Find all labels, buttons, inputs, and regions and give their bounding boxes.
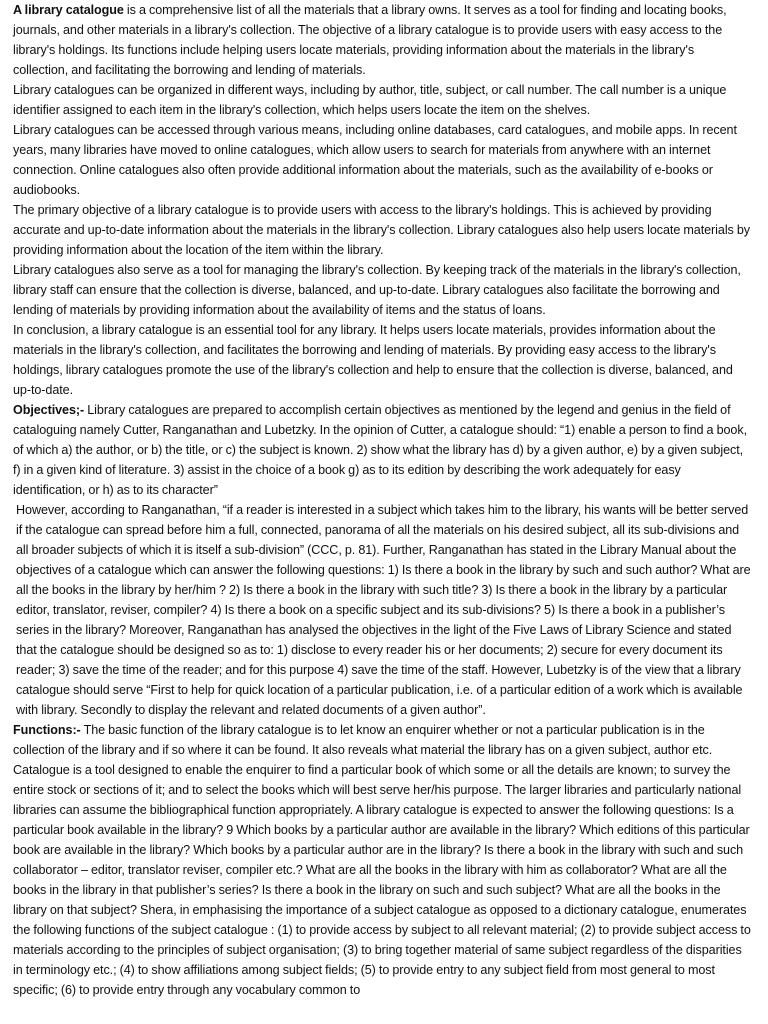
paragraph-access xyxy=(13,120,751,200)
paragraph-text: Library catalogues also serve as a tool for managing the library's collection. By keeping track of the materials in the library's collection, library staff can ensure that the collection is diverse, balanced, and up-to-date. Library catalogues also facilitate the borrowing and lending of materials by providing information about the availability of items and the status of loans. xyxy=(13,263,741,317)
paragraph-definition xyxy=(13,0,751,80)
paragraph-functions xyxy=(13,720,751,1000)
paragraph-text: The basic function of the library catalogue is to let know an enquirer whether or not a particular publication is in the collection of the library and if so where it can be found. It also reveals what material the library has on a given subject, author etc. Catalogue is a tool designed to enable the enquirer to find a particular book of which some or all the details are known; to survey the entire stock or sections of it; and to select the books which will best serve her/his purpose. The larger libraries and particularly national libraries can assume the bibliographical function appropriately. A library catalogue is expected to answer the following questions: Is a particular book available in the library? 9 Which books by a particular author are available in the library? Which editions of this particular book are available in the library? Which books by a particular author are in the library? Is there a book in the library with such and such collaborator – editor, translator reviser, compiler etc.? What are all the books in the library with him as collaborator? What are all the books in the library in that publisher’s series? Is there a book in the library on such and such subject? What are all the books in the library on that subject? Shera, in emphasising the importance of a subject catalogue as opposed to a dictionary catalogue, enumerates the following functions of the subject catalogue : (1) to provide access by subject to all relevant material; (2) to provide subject access to materials according to the principles of subject organisation; (3) to bring together material of same subject regardless of the disparities in terminology etc.; (4) to show affiliations among subject fields; (5) to provide entry to any subject field from most general to most specific; (6) to provide entry through any vocabulary common to xyxy=(13,723,751,997)
heading-objectives: Objectives;- xyxy=(13,403,85,417)
term-library-catalogue: A library catalogue xyxy=(13,3,124,17)
paragraph-objectives xyxy=(13,400,751,500)
paragraph-text: Library catalogues are prepared to accomplish certain objectives as mentioned by the legend and genius in the field of cataloguing namely Cutter, Ranganathan and Lubetzky. In the opinion of Cutter, a catalogue should: “1) enable a person to find a book, of which a) the author, or b) the title, or c) the subject is known. 2) show what the library has d) by a given author, e) by a given subject, f) in a given kind of literature. 3) assist in the choice of a book g) as to its edition by describing the work adequately for easy identification, or h) as to its character” xyxy=(13,403,747,497)
heading-functions: Functions:- xyxy=(13,723,81,737)
paragraph-text: The primary objective of a library catalogue is to provide users with access to the library's holdings. This is achieved by providing accurate and up-to-date information about the materials in the library's collection. Library catalogues also help users locate materials by providing information about the location of the item within the library. xyxy=(13,203,751,257)
paragraph-text: However, according to Ranganathan, “if a reader is interested in a subject which takes him to the library, his wants will be better served if the catalogue can spread before him a full, connected, panorama of all the materials on his desired subject, all its sub-divisions and all broader subjects of which it is itself a sub-division” (CCC, p. 81). Further, Ranganathan has stated in the Library Manual about the objectives of a catalogue which can answer the following questions: 1) Is there a book in the library by such and such author? What are all the books in the library by her/him ? 2) Is there a book in the library with such title? 3) Is there a book in the library by a particular editor, translator, reviser, compiler? 4) Is there a book on a specific subject and its sub-divisions? 5) Is there a book in a publisher’s series in the library? Moreover, Ranganathan has analysed the objectives in the light of the Five Laws of Library Science and stated that the catalogue should be designed so as to: 1) disclose to every reader his or her documents; 2) secure for every document its reader; 3) save the time of the reader; and for this purpose 4) save the time of the staff. However, Lubetzky is of the view that a library catalogue should serve “First to help for quick location of a particular publication, i.e. of a particular edition of a work which is available with library. Secondly to display the relevant and related documents of a given author”. xyxy=(16,503,751,717)
document-page xyxy=(13,0,751,1000)
paragraph-text: Library catalogues can be accessed through various means, including online databases, card catalogues, and mobile apps. In recent years, many libraries have moved to online catalogues, which allow users to search for materials from anywhere with an internet connection. Online catalogues also often provide additional information about the materials, such as the availability of e-books or audiobooks. xyxy=(13,123,737,197)
paragraph-ranganathan xyxy=(13,500,751,720)
paragraph-text: In conclusion, a library catalogue is an essential tool for any library. It helps users locate materials, provides information about the materials in the library's collection, and facilitates the borrowing and lending of materials. By providing easy access to the library's holdings, library catalogues promote the use of the library's collection and help to ensure that the collection is diverse, balanced, and up-to-date. xyxy=(13,323,733,397)
paragraph-organization xyxy=(13,80,751,120)
paragraph-text: Library catalogues can be organized in different ways, including by author, title, subject, or call number. The call number is a unique identifier assigned to each item in the library's collection, which helps users locate the item on the shelves. xyxy=(13,83,727,117)
paragraph-managing-collection xyxy=(13,260,751,320)
paragraph-primary-objective xyxy=(13,200,751,260)
paragraph-conclusion xyxy=(13,320,751,400)
paragraph-text: is a comprehensive list of all the materials that a library owns. It serves as a tool for finding and locating books, journals, and other materials in a library's collection. The objective of a library catalogue is to provide users with easy access to the library's holdings. Its functions include helping users locate materials, providing information about the materials in the library's collection, and facilitating the borrowing and lending of materials. xyxy=(13,3,727,77)
